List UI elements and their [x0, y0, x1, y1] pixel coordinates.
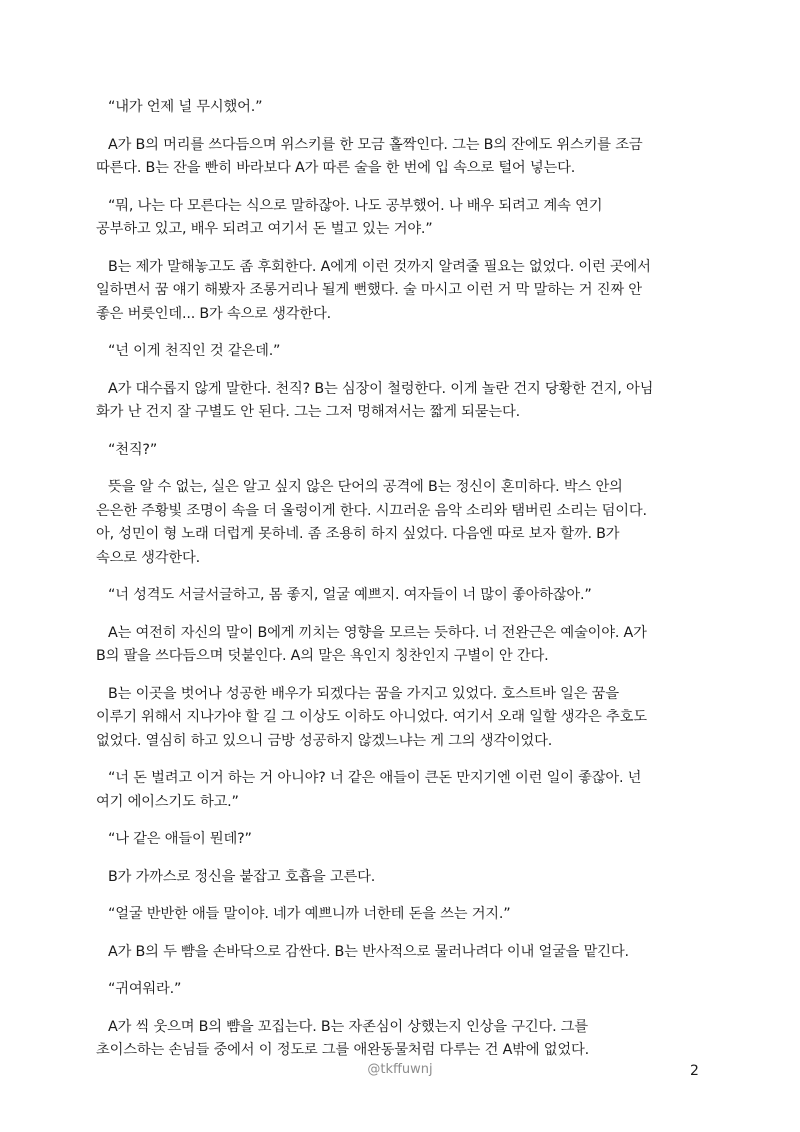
text-line: A가 대수롭지 않게 말한다. 천직? B는 심장이 철렁한다. 이게 놀란 건지 당황한 건지, 아님 [108, 380, 654, 397]
paragraph-11 [96, 683, 708, 754]
paragraph-6 [96, 378, 708, 425]
paragraph-2 [96, 134, 708, 181]
text-line: A가 B의 머리를 쓰다듬으며 위스키를 한 모금 홀짝인다. 그는 B의 잔에도 위스키를 조금 [108, 136, 643, 153]
text-line: 따른다. B는 잔을 빤히 바라보다 A가 따른 술을 한 번에 입 속으로 털어 넣는다. [96, 160, 576, 176]
paragraph-17 [96, 978, 708, 1002]
text-line: “뭐, 나는 다 모른다는 식으로 말하잖아. 나도 공부했어. 나 배우 되려고 계속 연기 [108, 197, 603, 214]
text-line: 여기 에이스기도 하고.” [96, 793, 239, 810]
text-line: B는 이곳을 벗어나 성공한 배우가 되겠다는 꿈을 가지고 있었다. 호스트바 일은 꿈을 [108, 685, 619, 702]
text-line: 아, 성민이 형 노래 더럽게 못하네. 좀 조용히 하지 싶었다. 다음엔 따로 보자 할까. B가 [96, 526, 620, 542]
paragraph-4 [96, 256, 708, 327]
paragraph-3 [96, 195, 708, 242]
text-line: “천직?” [108, 441, 158, 458]
text-line: “나 같은 애들이 뭔데?” [108, 831, 252, 847]
text-line: 뜻을 알 수 없는, 실은 알고 싶지 않은 단어의 공격에 B는 정신이 혼미하다. 박스 안의 [108, 479, 623, 495]
body-text [96, 96, 708, 1077]
text-line: B는 제가 말해놓고도 좀 후회한다. A에게 이런 것까지 알려줄 필요는 없었다. 이런 곳에서 [108, 258, 651, 275]
text-line: 없었다. 열심히 하고 있으니 금방 성공하지 않겠느냐는 게 그의 생각이었다. [96, 732, 553, 749]
text-line: 이루기 위해서 지나가야 할 길 그 이상도 이하도 아니었다. 여기서 오래 일할 생각은 추호도 [96, 709, 647, 725]
paragraph-18 [96, 1016, 708, 1063]
text-line: 일하면서 꿈 얘기 해봤자 조롱거리나 될게 뻔했다. 술 마시고 이런 거 막 말하는 거 진짜 안 [96, 282, 642, 298]
text-line: 공부하고 있고, 배우 되려고 여기서 돈 벌고 있는 거야.” [96, 221, 433, 237]
text-line: A는 여전히 자신의 말이 B에게 끼치는 영향을 모르는 듯하다. 너 전완근은 예술이야. A가 [108, 624, 647, 641]
text-line: B의 팔을 쓰다듬으며 덧붙인다. A의 말은 욕인지 칭찬인지 구별이 안 간다. [96, 648, 549, 664]
text-line: 속으로 생각한다. [96, 549, 200, 566]
text-line: A가 씩 웃으며 B의 뺨을 꼬집는다. B는 자존심이 상했는지 인상을 구긴다. 그를 [108, 1018, 588, 1035]
paragraph-8 [96, 476, 708, 570]
text-line: “너 성격도 서글서글하고, 몸 좋지, 얼굴 예쁘지. 여자들이 너 많이 좋아하잖아.” [108, 587, 592, 603]
paragraph-7 [96, 439, 708, 463]
text-line: “넌 이게 천직인 것 같은데.” [108, 343, 281, 359]
paragraph-10 [96, 622, 708, 669]
text-line: 은은한 주황빛 조명이 속을 더 울렁이게 한다. 시끄러운 음악 소리와 탬버린 소리는 덤이다. [96, 502, 647, 519]
paragraph-15 [96, 903, 708, 927]
text-line: “얼굴 반반한 애들 말이야. 네가 예쁘니까 너한테 돈을 쓰는 거지.” [108, 906, 511, 922]
text-line: 초이스하는 손님들 중에서 이 정도로 그를 애완동물처럼 다루는 건 A밖에 없었다. [96, 1042, 589, 1058]
author-watermark: @tkffuwnj [367, 1062, 433, 1077]
text-line: 화가 난 건지 잘 구별도 안 된다. 그는 그저 멍해져서는 짧게 되묻는다. [96, 404, 520, 420]
paragraph-9 [96, 584, 708, 608]
text-line: “내가 언제 널 무시했어.” [108, 99, 263, 115]
text-line: 좋은 버릇인데... B가 속으로 생각한다. [96, 305, 331, 322]
text-line: “너 돈 벌려고 이거 하는 거 아니야? 너 같은 애들이 큰돈 만지기엔 이런 일이 좋잖아. 넌 [108, 770, 642, 786]
paragraph-14 [96, 866, 708, 890]
paragraph-12 [96, 767, 708, 814]
page-number: 2 [690, 1063, 699, 1079]
paragraph-16 [96, 941, 708, 965]
text-line: A가 B의 두 뺨을 손바닥으로 감싼다. B는 반사적으로 물러나려다 이내 얼굴을 맡긴다. [108, 943, 629, 960]
text-line: B가 가까스로 정신을 붙잡고 호흡을 고른다. [108, 868, 376, 885]
paragraph-1 [96, 96, 708, 120]
paragraph-13 [96, 828, 708, 852]
text-line: “귀여워라.” [108, 981, 182, 997]
paragraph-5 [96, 340, 708, 364]
